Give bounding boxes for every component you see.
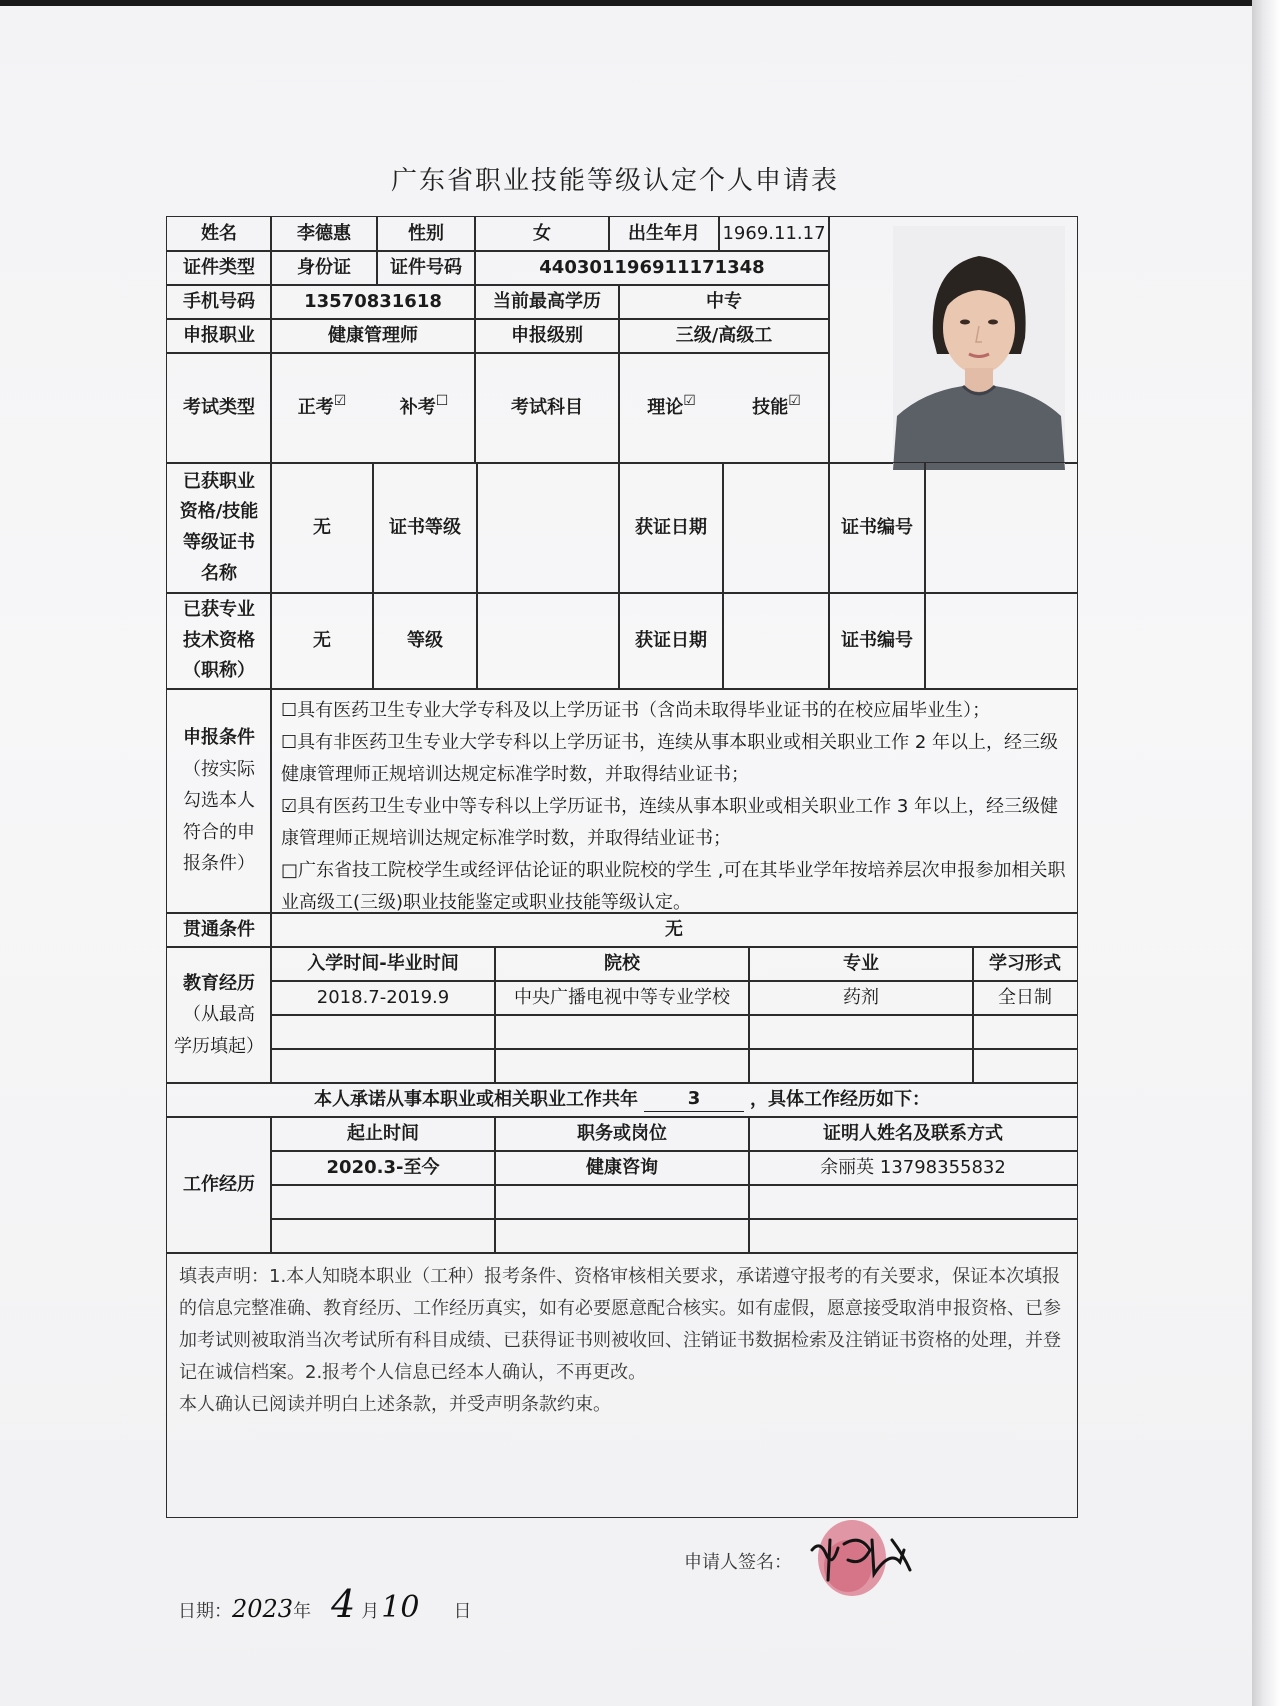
exam-makeup: 补考☐ [399, 392, 449, 418]
gender-value: 女 [474, 216, 610, 252]
edu-header-major: 专业 [748, 946, 974, 982]
condition-item: ☐具有非医药卫生专业大学专科以上学历证书，连续从事本职业或相关职业工作 2 年以上，经三级健康管理师正规培训达规定标准学时数，并取得结业证书； [281, 732, 1059, 785]
cert1-grade-value [476, 462, 620, 594]
day-unit: 日 [453, 1601, 472, 1622]
work-label: 工作经历 [166, 1116, 272, 1254]
declaration-box [166, 1252, 1078, 1518]
edu-value: 中专 [618, 284, 830, 320]
declaration-text: 填表声明：1.本人知晓本职业（工种）报考条件、资格审核相关要求，承诺遵守报考的有关要求，保证本次填报的信息完整准确、教育经历、工作经历真实，如有必要愿意配合核实。如有虚假，愿意接受取消申报资格、已参加考试则被取消当次考试所有科目成绩、已获得证书则被收回、注销证书数据检索及注销证书资格的处理，并登记在诚信档案。2.报考个人信息已经本人确认，不再更改。 [179, 1266, 1061, 1383]
work-row-period: 2020.3-至今 [270, 1150, 496, 1186]
cert2-no-value [924, 592, 1078, 690]
work-empty-cell [494, 1184, 750, 1220]
cert1-date-value [722, 462, 830, 594]
form-title: 广东省职业技能等级认定个人申请表 [390, 166, 839, 196]
date-label: 日期： [178, 1601, 232, 1622]
condition-checkbox: ☐ [281, 732, 298, 753]
condition-item: □广东省技工院校学生或经评估论证的职业院校的学生 ,可在其毕业学年按培养层次申报参加相关职业高级工(三级)职业技能鉴定或职业技能等级认定。 [281, 860, 1066, 913]
edu-row-school: 中央广播电视中等专业学校 [494, 980, 750, 1016]
cert1-date-label: 获证日期 [618, 462, 724, 594]
date-month: 4 [331, 1582, 356, 1626]
edu-empty-cell [270, 1014, 496, 1050]
work-row-position: 健康咨询 [494, 1150, 750, 1186]
birth-value: 1969.11.17 [718, 216, 830, 252]
makeup-checkbox: ☐ [435, 392, 449, 409]
work-empty-cell [748, 1184, 1078, 1220]
id-no-label: 证件号码 [376, 250, 476, 286]
edu-header-school: 院校 [494, 946, 750, 982]
declaration-confirm: 本人确认已阅读并明白上述条款，并受声明条款约束。 [179, 1394, 611, 1415]
birth-label: 出生年月 [608, 216, 720, 252]
id-type-label: 证件类型 [166, 250, 272, 286]
edu-row-mode: 全日制 [972, 980, 1078, 1016]
exam-subject-options [618, 352, 830, 464]
exam-subject-label: 考试科目 [474, 352, 620, 464]
level-value: 三级/高级工 [618, 318, 830, 354]
cert2-date-value [722, 592, 830, 690]
edu-header-period: 入学时间-毕业时间 [270, 946, 496, 982]
cert1-no-label: 证书编号 [828, 462, 926, 594]
applicant-photo [893, 226, 1065, 470]
level-label: 申报级别 [474, 318, 620, 354]
work-empty-cell [748, 1218, 1078, 1254]
signature-image [800, 1510, 920, 1600]
conditions-label: 申报条件 （按实际 勾选本人 符合的申 报条件） [166, 688, 272, 914]
work-header-reference: 证明人姓名及联系方式 [748, 1116, 1078, 1152]
date-day: 10 [381, 1590, 420, 1625]
gender-label: 性别 [376, 216, 476, 252]
edu-row-major: 药剂 [748, 980, 974, 1016]
job-value: 健康管理师 [270, 318, 476, 354]
month-unit: 月 [361, 1601, 380, 1622]
work-empty-cell [270, 1184, 496, 1220]
job-label: 申报职业 [166, 318, 272, 354]
year-unit: 年 [293, 1601, 312, 1622]
edu-label: 当前最高学历 [474, 284, 620, 320]
name-value: 李德惠 [270, 216, 378, 252]
edu-empty-cell [270, 1048, 496, 1084]
signature-label: 申请人签名： [684, 1552, 792, 1573]
edu-empty-cell [748, 1014, 974, 1050]
edu-empty-cell [748, 1048, 974, 1084]
condition-checkbox: ☑ [281, 796, 298, 817]
skill-checkbox: ☑ [788, 392, 801, 409]
exam-type-label: 考试类型 [166, 352, 272, 464]
edu-header-mode: 学习形式 [972, 946, 1078, 982]
work-header-position: 职务或岗位 [494, 1116, 750, 1152]
regular-checkbox: ☑ [333, 392, 347, 409]
name-label: 姓名 [166, 216, 272, 252]
page-edge [1252, 0, 1280, 1706]
id-no-value: 440301196911171348 [474, 250, 830, 286]
edu-empty-cell [494, 1048, 750, 1084]
subject-skill: 技能☑ [752, 392, 801, 418]
condition-checkbox: □ [281, 860, 299, 881]
work-header-period: 起止时间 [270, 1116, 496, 1152]
edu-empty-cell [972, 1048, 1078, 1084]
id-type-value: 身份证 [270, 250, 378, 286]
cert1-grade-label: 证书等级 [372, 462, 478, 594]
phone-value: 13570831618 [270, 284, 476, 320]
work-promise: 本人承诺从事本职业或相关职业工作共年 3 ，具体工作经历如下： [166, 1082, 1078, 1118]
cert1-value: 无 [270, 462, 374, 594]
application-form [166, 216, 1086, 1626]
exam-type-options [270, 352, 476, 464]
education-label: 教育经历 （从最高 学历填起） [166, 946, 272, 1084]
date-year: 2023 [232, 1595, 294, 1623]
date-line [178, 1582, 471, 1626]
cert2-value: 无 [270, 592, 374, 690]
cert2-label: 已获专业 技术资格 （职称） [166, 592, 272, 690]
edu-empty-cell [972, 1014, 1078, 1050]
through-label: 贯通条件 [166, 912, 272, 948]
cert2-grade-value [476, 592, 620, 690]
conditions-list [270, 688, 1078, 914]
work-row-reference: 余丽英 13798355832 [748, 1150, 1078, 1186]
cert2-grade-label: 等级 [372, 592, 478, 690]
condition-item: ☐具有医药卫生专业大学专科及以上学历证书（含尚未取得毕业证书的在校应届毕业生）； [281, 700, 991, 721]
work-empty-cell [494, 1218, 750, 1254]
cert2-date-label: 获证日期 [618, 592, 724, 690]
edu-row-period: 2018.7-2019.9 [270, 980, 496, 1016]
exam-regular: 正考☑ [297, 392, 347, 418]
condition-checkbox: ☐ [281, 700, 298, 721]
through-value: 无 [270, 912, 1078, 948]
work-empty-cell [270, 1218, 496, 1254]
edu-empty-cell [494, 1014, 750, 1050]
cert1-no-value [924, 462, 1078, 594]
portrait-illustration [893, 226, 1065, 470]
cert1-label: 已获职业 资格/技能 等级证书 名称 [166, 462, 272, 594]
condition-item: ☑具有医药卫生专业中等专科以上学历证书，连续从事本职业或相关职业工作 3 年以上，经三级健康管理师正规培训达规定标准学时数，并取得结业证书； [281, 796, 1059, 849]
cert2-no-label: 证书编号 [828, 592, 926, 690]
theory-checkbox: ☑ [683, 392, 696, 409]
subject-theory: 理论☑ [647, 392, 696, 418]
phone-label: 手机号码 [166, 284, 272, 320]
work-years: 3 [644, 1088, 744, 1112]
